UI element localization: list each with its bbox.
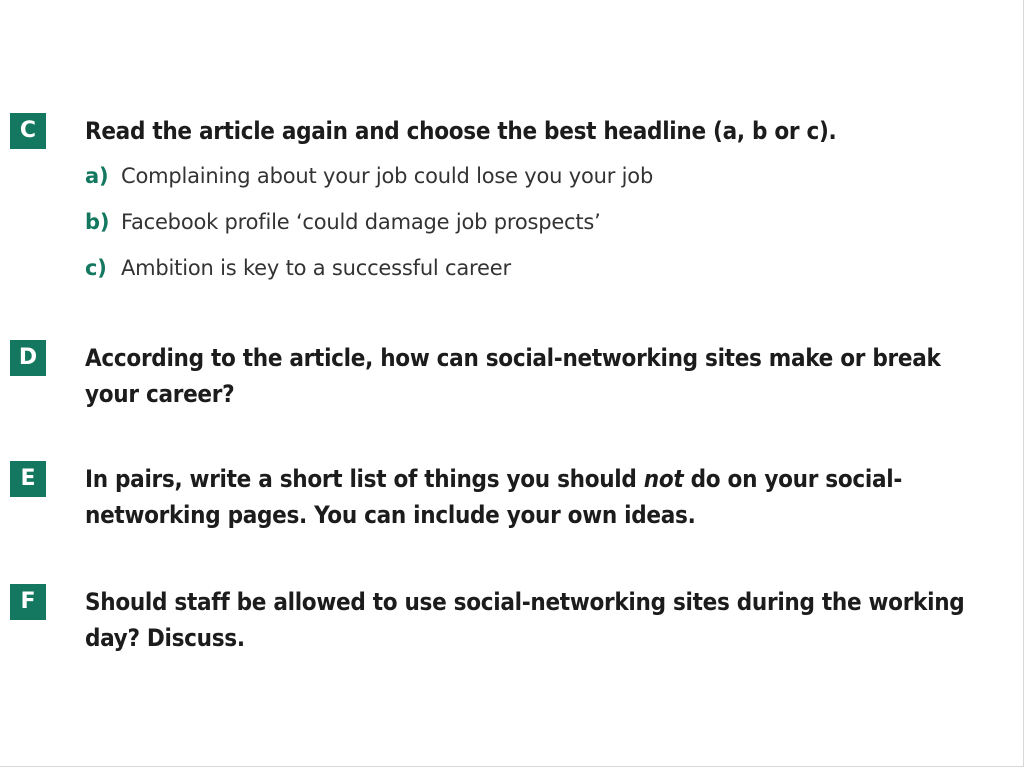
option-c-letter: c): [85, 256, 107, 280]
option-b-text: Facebook profile ‘could damage job prospects’: [121, 210, 601, 234]
section-e-line1-before: In pairs, write a short list of things you should: [85, 465, 644, 493]
option-b: [85, 207, 653, 253]
option-a-text: Complaining about your job could lose you your job: [121, 164, 654, 188]
section-f-badge: F: [10, 584, 46, 620]
section-c-question: Read the article again and choose the best headline (a, b or c).: [85, 117, 837, 145]
section-e-question-line1: [85, 461, 1015, 497]
section-e-line1-after: do on your social-: [683, 465, 903, 493]
section-f-question-line1: Should staff be allowed to use social-networking sites during the working: [85, 588, 965, 616]
section-d-badge: D: [10, 340, 46, 376]
section-e-emphasis: not: [643, 465, 684, 493]
section-e-question: [85, 461, 1015, 533]
option-a: [85, 161, 653, 207]
section-d-question-line2: your career?: [85, 380, 235, 408]
section-d-question: [85, 340, 1015, 412]
section-e-badge: E: [10, 461, 46, 497]
option-a-letter: a): [85, 164, 109, 188]
section-d-question-line1: According to the article, how can social-networking sites make or break: [85, 344, 941, 372]
option-c-text: Ambition is key to a successful career: [121, 256, 511, 280]
section-f-question: [85, 584, 1015, 656]
section-e-question-line2: networking pages. You can include your own ideas.: [85, 501, 696, 529]
option-b-letter: b): [85, 210, 110, 234]
section-c-options: [85, 161, 653, 299]
section-f-question-line2: day? Discuss.: [85, 624, 245, 652]
option-c: [85, 253, 653, 299]
section-c-badge: C: [10, 113, 46, 149]
